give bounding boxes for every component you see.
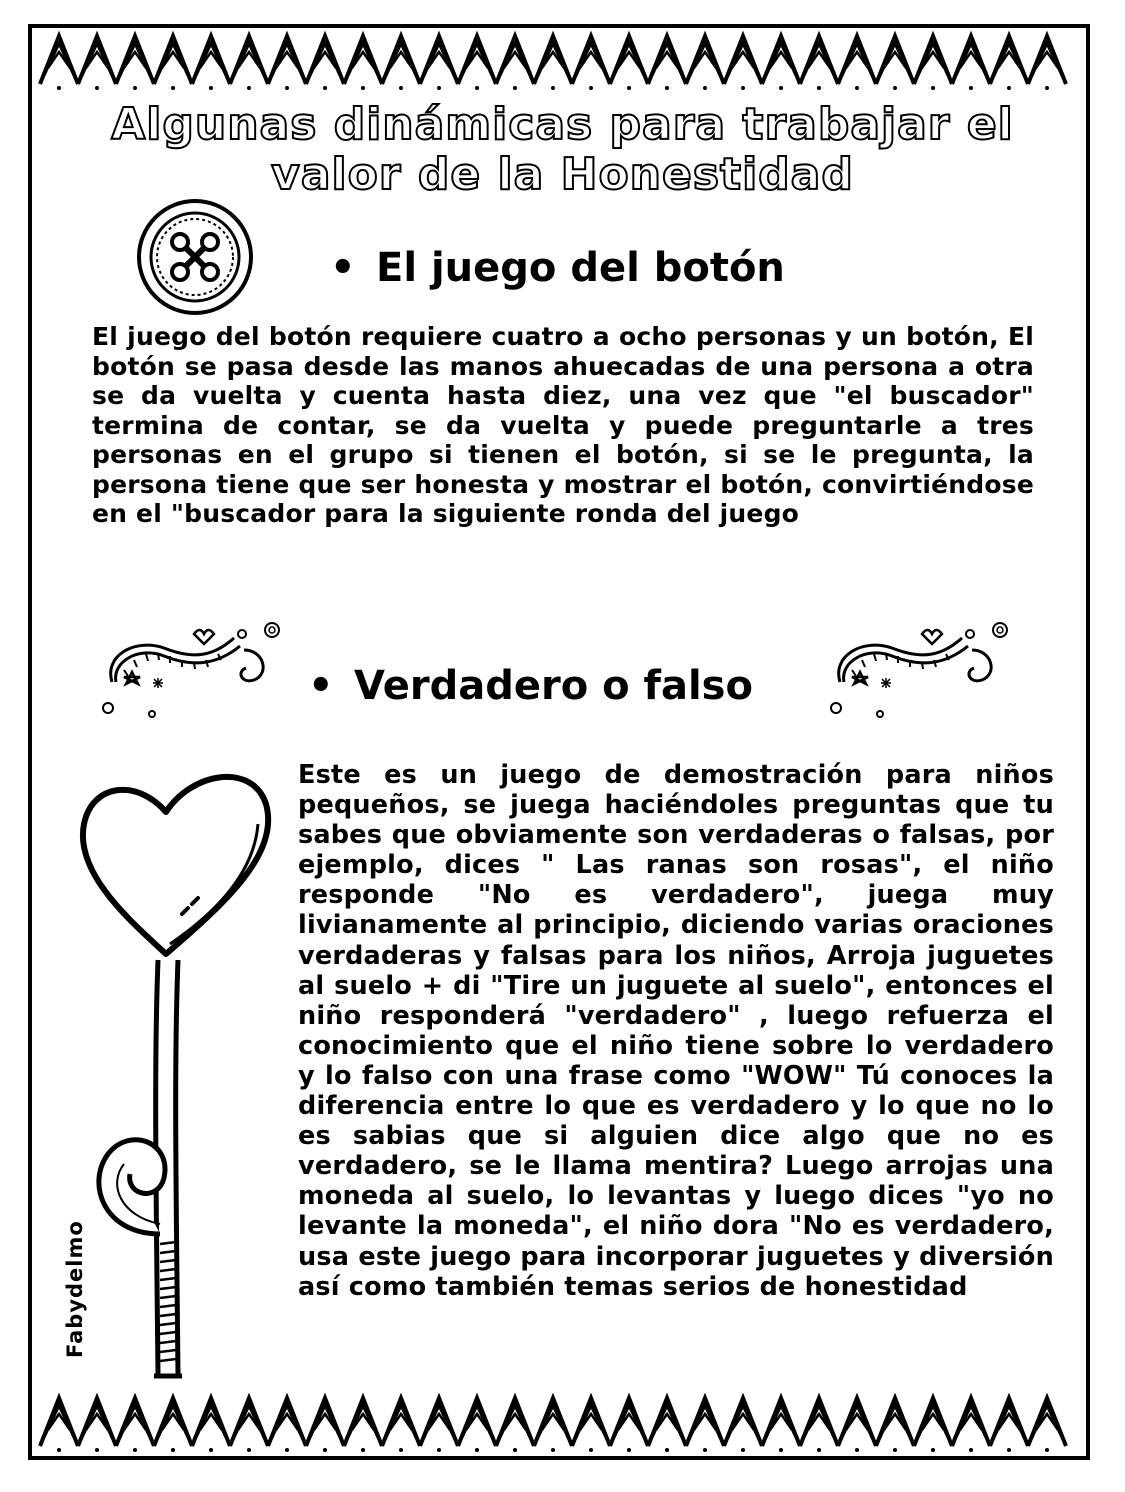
zigzag-dot (95, 1448, 99, 1452)
zigzag-dot (779, 86, 783, 90)
zigzag-dot (551, 1448, 555, 1452)
zigzag-dot (133, 86, 137, 90)
zigzag-dot (969, 1448, 973, 1452)
zigzag-dot (969, 86, 973, 90)
zigzag-dot (57, 86, 61, 90)
zigzag-dot (171, 86, 175, 90)
zigzag-dot (399, 1448, 403, 1452)
zigzag-border-bottom (36, 1392, 1082, 1456)
stem-rung (160, 1314, 176, 1316)
section-heading-true-false (308, 662, 753, 710)
stem-rung (160, 1332, 176, 1334)
zigzag-dot (665, 86, 669, 90)
button-icon (134, 196, 256, 318)
zigzag-dot (931, 86, 935, 90)
zigzag-dot (665, 1448, 669, 1452)
zigzag-dot (589, 86, 593, 90)
stem-rung (160, 1251, 176, 1253)
stem-rung (160, 1359, 176, 1361)
stem-rung (160, 1305, 176, 1307)
zigzag-dot (1045, 86, 1049, 90)
zigzag-dot (893, 86, 897, 90)
zigzag-dot (57, 1448, 61, 1452)
zigzag-dot (323, 86, 327, 90)
bullet: • (308, 663, 334, 709)
heart-flower-icon (74, 764, 284, 1388)
stem-rung (160, 1323, 176, 1325)
zigzag-dot (95, 86, 99, 90)
zigzag-dot (589, 1448, 593, 1452)
zigzag-dot (475, 1448, 479, 1452)
zigzag-dot (855, 86, 859, 90)
zigzag-dot (361, 86, 365, 90)
zigzag-dot (817, 1448, 821, 1452)
zigzag-dot (1007, 1448, 1011, 1452)
zigzag-dot (817, 86, 821, 90)
zigzag-dot (399, 86, 403, 90)
zigzag-dot (247, 86, 251, 90)
section-heading-label: El juego del botón (376, 245, 785, 291)
zigzag-dot (741, 86, 745, 90)
swirl-doodle-icon (94, 616, 294, 726)
zigzag-dot (361, 1448, 365, 1452)
zigzag-dot (1045, 1448, 1049, 1452)
zigzag-dot (323, 1448, 327, 1452)
page-title: Algunas dinámicas para trabajar el valor de la Honestidad (111, 99, 1014, 200)
zigzag-dot (627, 1448, 631, 1452)
stem-rung (160, 1260, 176, 1262)
zigzag-dot (931, 1448, 935, 1452)
zigzag-dot (703, 1448, 707, 1452)
section-body-true-false: Este es un juego de demostración para niños pequeños, se juega haciéndoles preguntas que tu sabes que obviamente son verdaderas o falsas, por ejemplo, dices " Las ranas son rosas", el niño responde "No es verdadero", juega muy livianamente al principio, diciendo varias oraciones verdaderas y falsas para los niños, Arroja juguetes al suelo + di "Tire un juguete al suelo", entonces el niño responderá "verdadero" , luego refuerza el conocimiento que el niño tiene sobre lo verdadero y lo falso con una frase como "WOW" Tú conoces la diferencia entre lo que es verdadero y lo que no lo es sabias que si alguien dice algo que no es verdadero, se le llama mentira? Luego arrojas una moneda al suelo, lo levantas y luego dices "yo no levante la moneda", el niño dora "No es verdadero, usa este juego para incorporar juguetes y diversión así como también temas serios de honestidad (298, 760, 1054, 1302)
zigzag-dot (437, 86, 441, 90)
zigzag-dot (551, 86, 555, 90)
zigzag-dot (779, 1448, 783, 1452)
zigzag-dot (893, 1448, 897, 1452)
zigzag-dot (209, 1448, 213, 1452)
stem-rung (160, 1242, 176, 1244)
zigzag-dot (247, 1448, 251, 1452)
zigzag-dot (513, 1448, 517, 1452)
section-heading-button-game (330, 244, 785, 292)
zigzag-dot (855, 1448, 859, 1452)
stem-rung (160, 1278, 176, 1280)
zigzag-dot (171, 1448, 175, 1452)
bullet: • (330, 245, 356, 291)
zigzag-dot (285, 1448, 289, 1452)
zigzag-dot (703, 86, 707, 90)
zigzag-border-top (36, 30, 1082, 94)
stem-rung (160, 1341, 176, 1343)
artist-signature: Fabydelmo (63, 1220, 87, 1358)
zigzag-dot (741, 1448, 745, 1452)
zigzag-dot (437, 1448, 441, 1452)
stem-rung (160, 1269, 176, 1271)
zigzag-dot (133, 1448, 137, 1452)
zigzag-dot (513, 86, 517, 90)
section-heading-label: Verdadero o falso (354, 663, 753, 709)
zigzag-dot (209, 86, 213, 90)
zigzag-dot (627, 86, 631, 90)
section-body-button-game: El juego del botón requiere cuatro a ocho personas y un botón, El botón se pasa desde las manos ahuecadas de una persona a otra se da vuelta y cuenta hasta diez, una vez que "el buscador" termina de contar, se da vuelta y puede preguntarle a tres personas en el grupo si tienen el botón, si se le pregunta, la persona tiene que ser honesta y mostrar el botón, convirtiéndose en el "buscador para la siguiente ronda del juego (92, 322, 1034, 528)
stem-rung (160, 1287, 176, 1289)
swirl-doodle-icon (822, 616, 1022, 726)
stem-rung (160, 1296, 176, 1298)
stem-rung (160, 1350, 176, 1352)
zigzag-dot (1007, 86, 1011, 90)
zigzag-dot (475, 86, 479, 90)
zigzag-dot (285, 86, 289, 90)
